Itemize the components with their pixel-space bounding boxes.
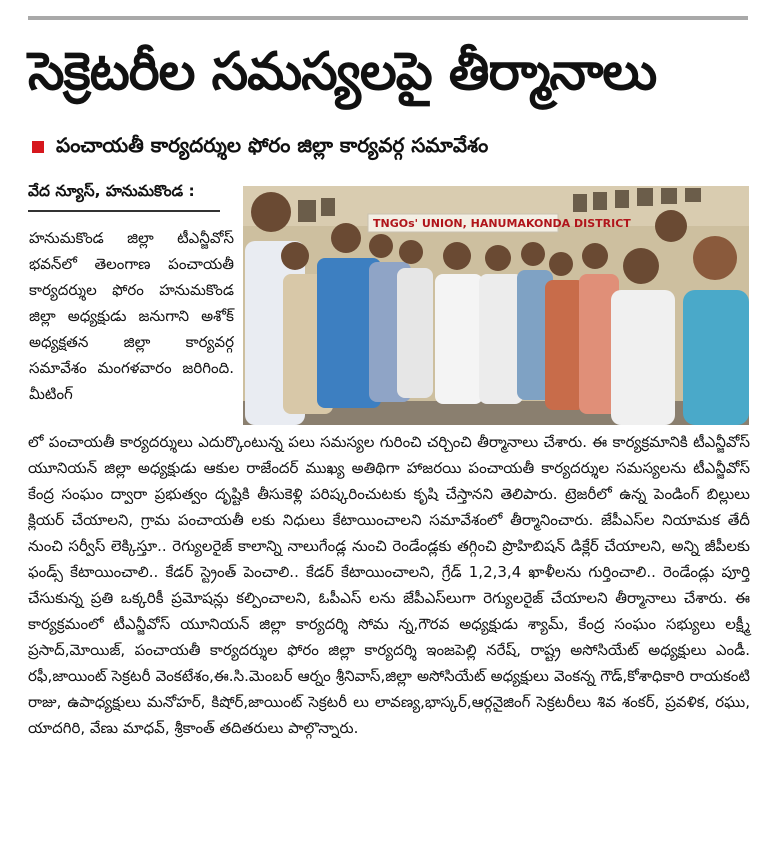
- headline: సెక్రెటరీల సమస్యలపై తీర్మానాలు: [28, 42, 657, 102]
- group-photo: [243, 186, 749, 425]
- dateline: వేద న్యూస్, హనుమకొండ :: [28, 182, 220, 212]
- subheadline: పంచాయతీ కార్యదర్శుల ఫోరం జిల్లా కార్యవర్గ సమావేశం: [56, 132, 489, 157]
- top-rule: [28, 16, 748, 20]
- banner-text: TNGOs' UNION, HANUMAKONDA DISTRICT: [373, 217, 631, 230]
- subheadline-row: [32, 133, 752, 161]
- article-body: లో పంచాయతీ కార్యదర్శులు ఎదుర్కొంటున్న పలు సమస్యల గురించి చర్చించి తీర్మానాలు చేశారు. ఈ కార్యక్రమానికి టీఎన్జీవోస్ యూనియన్ జిల్లా అధ్యక్షుడు ఆకుల రాజేందర్ ముఖ్య అతిథిగా హాజరయి పంచాయతీ కార్యదర్శుల సమస్యలను టీఎన్జీవోస్ కేంద్ర సంఘం ద్వారా ప్రభుత్వం దృష్టికి తీసుకెళ్లి పరిష్కరించుటకు కృషి చేస్తానని తెలిపారు. ట్రెజరీలో ఉన్న పెండింగ్ బిల్లులు క్లియర్ చేయాలని, గ్రామ పంచాయతీ లకు నిధులు కేటాయించాలని సమావేశంలో తీర్మానించారు. జేపీఎస్‌ల నియామక తేదీ నుంచి సర్వీస్ లెక్కిస్తూ.. రెగ్యులరైజ్ కాలాన్ని నాలుగేండ్ల నుంచి రెండేండ్లకు తగ్గించి ప్రొహిబిషన్ డిక్లేర్ చేయాలని, అన్ని జీపీలకు ఫండ్స్ కేటాయించాలి.. కేడర్ స్ట్రెంత్ పెంచాలి.. కేడర్ కేటాయించాలని, గ్రేడ్ 1,2,3,4 ఖాళీలను గుర్తించాలి.. రెండేండ్లు పూర్తి చేసుకున్న ప్రతి ఒక్కరికీ ప్రమోషన్లు కల్పించాలని, ఓపీఎస్ లను జేపీఎస్‌లుగా రెగ్యులరైజ్ చేయాలని తీర్మానాలు చేశారు. ఈ కార్యక్రమంలో టీఎన్జీవోస్ యూనియన్ జిల్లా కార్యదర్శి సోమ న్న,గౌరవ అధ్యక్షుడు శ్యామ్, కేంద్ర సంఘం సభ్యులు లక్ష్మీ ప్రసాద్,మోయిజ్, పంచాయతీ కార్యదర్శుల ఫోరం జిల్లా కార్యదర్శి ఇంజపెల్లి నరేష్, రాష్ట్ర అసోసియేట్ అధ్యక్షులు ఎండీ. రఫీ,జాయింట్ సెక్రటరీ వెంకటేశం,ఈ.సి.మెంబర్ ఆర్నం శ్రీనివాస్,జిల్లా అసోసియేట్ అధ్యక్షులు వెంకన్న గౌడ్,కోశాధికారి రాయకంటి రాజు, ఉపాధ్యక్షులు మనోహర్, కిషోర్,జాయింట్ సెక్రటరీ లు లావణ్య,భాస్కర్,ఆర్గనైజింగ్ సెక్రటరీలు శివ శంకర్, ప్రవళిక, రఘు, యాదగిరి, వేణు మాధవ్, శ్రీకాంత్ తదితరులు పాల్గొన్నారు.: [28, 433, 750, 737]
- red-bullet-icon: [32, 141, 44, 153]
- lead-paragraph: హనుమకొండ జిల్లా టీఎన్జీవోస్ భవన్‌లో తెలంగాణ పంచాయతీ కార్యదర్శుల ఫోరం హనుమకొండ జిల్లా అధ్యక్షుడు జనుగాని అశోక్ అధ్యక్షతన జిల్లా కార్యవర్గ సమావేశం మంగళవారం జరిగింది. మీటింగ్: [29, 229, 234, 403]
